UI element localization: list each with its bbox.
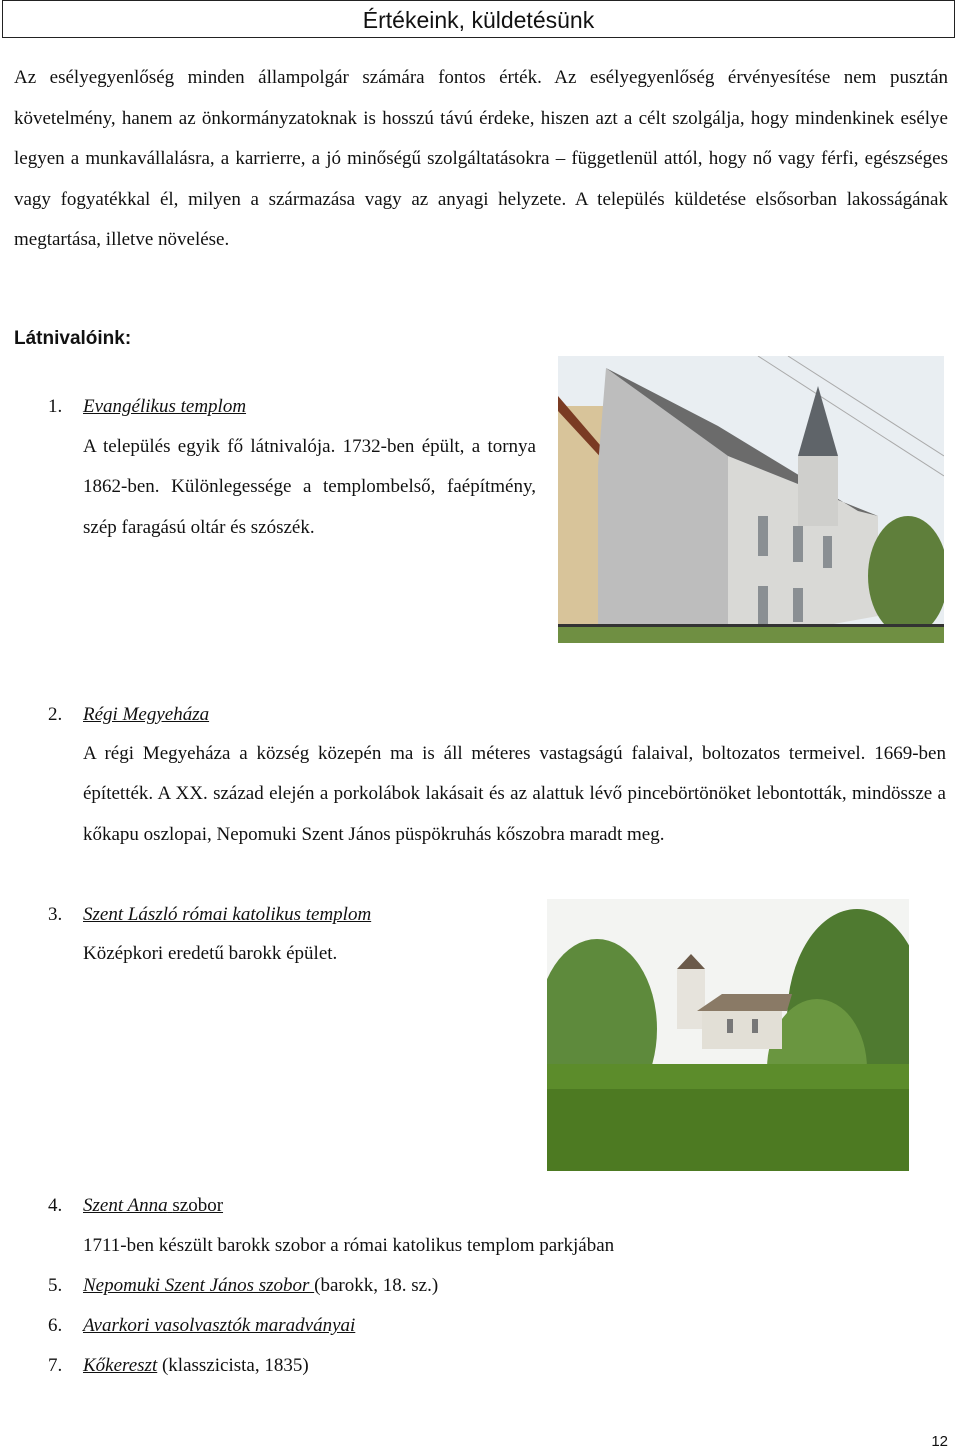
sight-link-st-anne[interactable]: Szent Anna — [83, 1195, 168, 1216]
sight-link-st-ladislaus-church[interactable]: Szent László római katolikus templom — [83, 904, 372, 925]
item-number: 3. — [48, 904, 63, 925]
sight-description-1: A település egyik fő látnivalója. 1732-ben épült, a tornya 1862-ben. Különlegessége a templombelső, faépítmény, szép faragású oltár és szószék. — [83, 436, 536, 538]
item-number: 2. — [48, 704, 63, 725]
sight-line-5 — [83, 1275, 438, 1297]
sight-link-old-county-hall[interactable]: Régi Megyeháza — [83, 704, 210, 725]
sight-link-nepomuk-statue[interactable]: Nepomuki Szent János szobor — [83, 1275, 315, 1296]
sight-suffix-5: (barokk, 18. sz.) — [314, 1275, 439, 1296]
page-number: 12 — [931, 1433, 948, 1450]
sight-description-2: A régi Megyeháza a község közepén ma is áll méteres vastagságú falaival, boltozatos termeivel. 1669-ben építették. A XX. század elején a porkolábok lakásait és az alattuk lévő pincebörtönöket lebontották, mindössze a kőkapu oszlopai, Nepomuki Szent János püspökruhás kőszobra maradt meg. — [83, 743, 946, 845]
item-number: 7. — [48, 1355, 63, 1376]
sight-link-evangelical-church[interactable]: Evangélikus templom — [83, 396, 247, 417]
item-number: 4. — [48, 1195, 63, 1216]
item-number: 5. — [48, 1275, 63, 1296]
item-number: 6. — [48, 1315, 63, 1336]
evangelical-church-photo — [558, 356, 944, 643]
catholic-church-photo — [547, 899, 909, 1171]
sight-description-3: Középkori eredetű barokk épület. — [83, 943, 338, 964]
sight-suffix-7: (klasszicista, 1835) — [157, 1355, 309, 1376]
sight-link-st-anne-plain[interactable]: szobor — [172, 1195, 224, 1216]
sight-line-7 — [83, 1355, 309, 1377]
sights-heading: Látnivalóink: — [14, 328, 132, 349]
sight-link-stone-cross[interactable]: Kőkereszt — [83, 1355, 158, 1376]
sight-title-st-anne[interactable] — [83, 1195, 223, 1217]
page-title: Értékeink, küldetésünk — [2, 0, 955, 38]
intro-paragraph: Az esélyegyenlőség minden állampolgár számára fontos érték. Az esélyegyenlőség érvényesítése nem pusztán követelmény, hanem az önkormányzatoknak is hosszú távú érdeke, hiszen azt a célt szolgálja, hogy mindenkinek esélye legyen a munkavállalásra, a karrierre, a jó minőségű szolgáltatásokra – függetlenül attól, hogy nő vagy férfi, egészséges vagy fogyatékkal él, milyen a származása vagy az anyagi helyzete. A település küldetése elsősorban lakosságának megtartása, illetve növelése. — [14, 67, 948, 251]
sight-link-avar-furnaces[interactable]: Avarkori vasolvasztók maradványai — [83, 1315, 356, 1336]
item-number: 1. — [48, 396, 63, 417]
sight-description-4: 1711-ben készült barokk szobor a római katolikus templom parkjában — [83, 1235, 615, 1256]
